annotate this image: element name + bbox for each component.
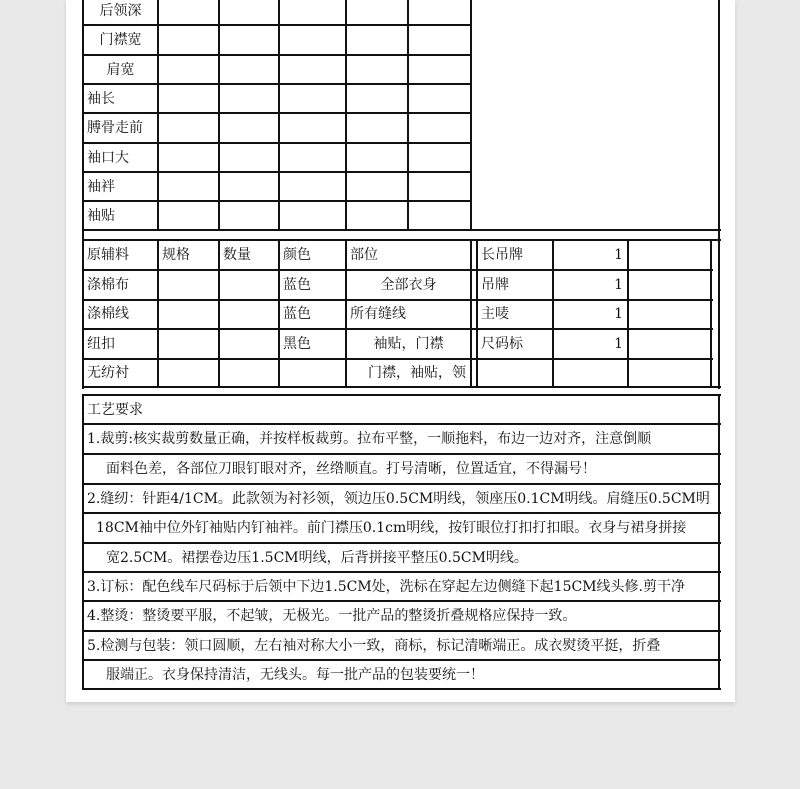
material-name: 涤棉布 [87,277,129,293]
material-name: 纽扣 [87,336,115,352]
process-title: 工艺要求 [87,402,143,418]
measurement-label: 肩宽 [106,62,135,78]
process-line: 18CM袖中位外钉袖贴内钉袖袢。前门襟压0.1cm明线，按钉眼位打扣打扣眼。衣身与裙身拼接 [96,520,687,536]
measurement-label: 门襟宽 [99,32,142,48]
process-line: 面料色差，各部位刀眼钉眼对齐，丝绺顺直。打号清晰，位置适宜，不得漏号！ [106,461,596,477]
label-name: 吊牌 [481,277,509,293]
measurement-label: 袖袢 [87,179,115,195]
label-name: 尺码标 [481,336,523,352]
process-line: 服端正。衣身保持清洁，无线头。每一批产品的包装要统一！ [106,667,484,683]
label-qty: 1 [614,247,623,263]
header-qty: 数量 [223,247,251,263]
label-name: 长吊牌 [481,247,523,263]
header-color: 颜色 [283,247,311,263]
material-part: 袖贴，门襟 [373,336,444,352]
process-line: 5.检测与包装：领口圆顺，左右袖对称大小一致，商标，标记清晰端正。成衣熨烫平挺，折叠 [87,638,661,654]
label-qty: 1 [614,306,623,322]
header-spec: 规格 [162,247,190,263]
measurement-label: 袖贴 [87,208,115,224]
process-line: 宽2.5CM。裙摆卷边压1.5CM明线，后背拼接平整压0.5CM明线。 [106,550,528,566]
process-line: 2.缝纫：针距4/1CM。此款领为衬衫领，领边压0.5CM明线，领座压0.1CM明线。肩缝压0.5CM明 [87,491,710,507]
process-line: 3.订标：配色线车尺码标于后领中下边1.5CM处，洗标在穿起左边侧缝下起15CM线头修.剪干净 [87,579,685,595]
label-name: 主唛 [481,306,509,322]
material-color: 黑色 [283,336,311,352]
header-part: 部位 [350,247,378,263]
material-part: 所有缝线 [350,306,406,322]
document-page [66,0,735,702]
measurement-label: 膊骨走前 [87,120,143,136]
material-part: 全部衣身 [380,277,437,293]
material-part: 门襟，袖贴，领 [368,365,466,381]
material-name: 涤棉线 [87,306,129,322]
measurement-label: 后领深 [99,3,142,19]
process-line: 4.整烫：整烫要平服，不起皱，无极光。一批产品的整烫折叠规格应保持一致。 [87,608,577,624]
material-color: 蓝色 [283,306,311,322]
process-line: 1.裁剪:核实裁剪数量正确，并按样板裁剪。拉布平整，一顺拖料，布边一边对齐，注意倒顺 [87,431,652,447]
measurement-label: 袖口大 [87,150,129,166]
label-qty: 1 [614,277,623,293]
sketch-area [472,0,718,229]
material-color: 蓝色 [283,277,311,293]
measurement-label: 袖长 [87,91,115,107]
label-qty: 1 [614,336,623,352]
material-name: 无纺衬 [87,365,129,381]
header-material: 原辅料 [87,247,129,263]
